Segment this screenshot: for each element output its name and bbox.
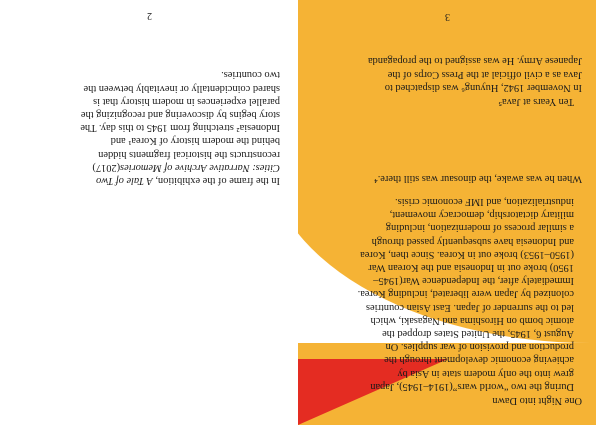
intro-text: In the frame of the exhibition,	[152, 175, 280, 186]
intro-line	[20, 161, 280, 174]
body-line: military dictatorship, democracy movement,	[389, 209, 574, 221]
body-line: August 6, 1945, the United States dropped the	[382, 327, 574, 339]
body-line: and Indonesia have subsequently passed through	[371, 235, 574, 247]
body-line: colonized by Japan were liberated, including Korea.	[357, 288, 574, 300]
body-line: a similar process of modernization, including	[385, 222, 574, 234]
body-line: atomic bomb on Hiroshima and Nagasaki, which	[370, 314, 574, 326]
chapter-one-title: One Night into Dawn	[492, 395, 582, 406]
body-line: 1950) broke out in Indonesia and the Korean War	[368, 261, 574, 273]
body-line: Immediately after, the Independence War(1945–	[373, 275, 574, 287]
body-line: industrialization, and IMF economic crisis.	[395, 195, 574, 207]
body-line: grew into the only modern state in Asia by	[397, 367, 574, 379]
chapter-two-title: Ten Years at Java⁵	[498, 96, 574, 107]
chapter-one-body	[307, 195, 582, 393]
page-number: 2	[147, 10, 152, 21]
chapter-two-section	[307, 54, 582, 108]
intro-line	[20, 174, 280, 187]
intro-line: two countries.	[221, 69, 280, 81]
body-line: led to the surrender of Japan. East Asian countries	[365, 301, 574, 313]
body-line: (1950–1953) broke out in Korea. Since then, Korea	[360, 248, 574, 260]
page-three	[298, 0, 596, 425]
body-line: achieving economic development through the	[384, 354, 574, 366]
page-number: 3	[445, 11, 450, 22]
intro-paragraph	[20, 68, 280, 187]
body-line: In November 1942, Huyung⁶ was dispatched to	[384, 81, 582, 93]
body-line: Japanese Army. He was assigned to the propaganda	[367, 55, 582, 67]
intro-line: behind the modern history of Korea¹ and	[110, 135, 280, 147]
body-line: During the two “world wars”(1914–1945), Japan	[370, 380, 574, 392]
body-line: Java as a civil official at the Press Corps of the	[387, 68, 582, 80]
chapter-one-section	[307, 172, 582, 407]
chapter-one-closing: When he was awake, the dinosaur was still there.⁴	[374, 172, 582, 184]
exhibition-title-part: A Tale of Two	[96, 175, 153, 186]
exhibition-title-part: Cities: Narrative Archive of Memories	[120, 161, 280, 173]
intro-line: shared coincidentally or inevitably between the	[83, 82, 280, 94]
body-line: production and provision of war supplies. On	[385, 341, 574, 353]
intro-line: Indonesia² stretching from 1945 to this day. The	[80, 122, 280, 134]
intro-text: (2017)	[92, 161, 121, 173]
intro-line: parallel experiences in modern history that is	[93, 95, 280, 107]
intro-line: story begins by discovering and recognizing the	[80, 108, 280, 120]
intro-line: reconstructs the historical fragments hidden	[98, 148, 280, 160]
